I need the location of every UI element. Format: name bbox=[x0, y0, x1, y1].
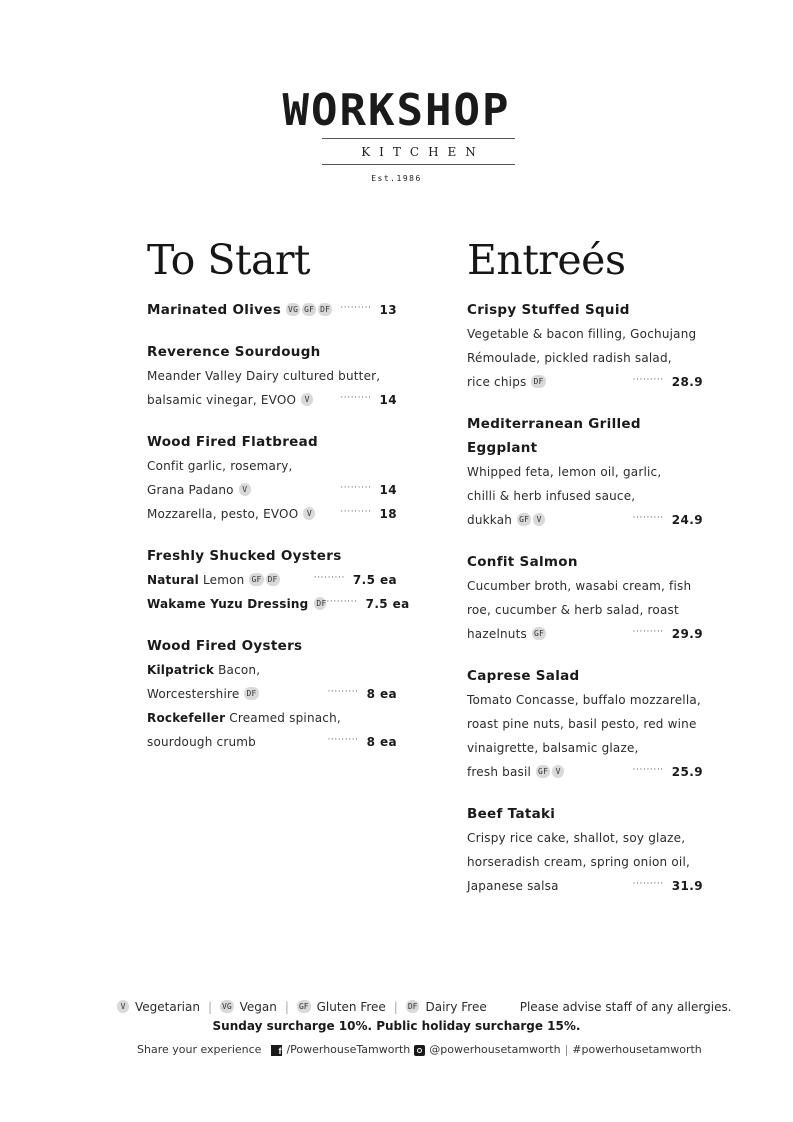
menu-item-beef-tataki bbox=[467, 802, 703, 898]
leader-dots: ········· bbox=[340, 303, 372, 313]
menu-item-name: Confit Salmon bbox=[467, 554, 578, 570]
menu-item-crispy-stuffed-squid bbox=[467, 298, 703, 394]
menu-item-line bbox=[147, 298, 397, 322]
social-separator: | bbox=[564, 1043, 569, 1056]
menu-item-option bbox=[147, 658, 397, 682]
dietary-badge-gf: GF bbox=[519, 514, 530, 524]
menu-item-description bbox=[467, 346, 703, 370]
menu-item-line bbox=[467, 760, 703, 784]
dietary-badge-df: DF bbox=[246, 688, 257, 698]
option-text: Lemon bbox=[202, 573, 245, 587]
facebook-handle[interactable]: /PowerhouseTamworth bbox=[286, 1043, 411, 1056]
menu-item-option bbox=[147, 730, 397, 754]
description-text: Tomato Concasse, buffalo mozzarella, bbox=[467, 693, 701, 707]
legend-badge-v: V bbox=[117, 1000, 129, 1013]
menu-item-name: Crispy Stuffed Squid bbox=[467, 302, 630, 318]
legend-badge-df: DF bbox=[407, 1001, 418, 1011]
option-text: Grana Padano bbox=[147, 483, 234, 497]
brand-logo: WORKSHOP bbox=[282, 85, 511, 136]
leader-dots: ········· bbox=[340, 483, 372, 493]
hashtag[interactable]: #powerhousetamworth bbox=[572, 1043, 702, 1056]
menu-item-description bbox=[467, 574, 703, 598]
menu-item-wood-fired-flatbread bbox=[147, 430, 397, 526]
dietary-badge-gf: GF bbox=[304, 304, 315, 314]
dietary-badge-df: DF bbox=[267, 574, 278, 584]
legend-badge-vg: VG bbox=[222, 1001, 232, 1011]
legend-badge-gf: GF bbox=[298, 1001, 309, 1011]
share-prompt: Share your experience bbox=[137, 1043, 262, 1056]
menu-item-name: Wood Fired Oysters bbox=[147, 638, 303, 654]
description-text: chilli & herb infused sauce, bbox=[467, 489, 636, 503]
menu-item-price: 24.9 bbox=[671, 513, 703, 527]
menu-item-name: Freshly Shucked Oysters bbox=[147, 548, 342, 564]
menu-item-price: 8 ea bbox=[366, 687, 397, 701]
menu-item-name: Wood Fired Flatbread bbox=[147, 434, 319, 450]
description-text: fresh basil bbox=[467, 765, 532, 779]
menu-item-option bbox=[147, 706, 397, 730]
leader-dots: ········· bbox=[632, 879, 664, 889]
dietary-badge-v: V bbox=[533, 513, 545, 526]
menu-item-line bbox=[467, 508, 703, 532]
menu-item-confit-salmon bbox=[467, 550, 703, 646]
description-text: dukkah bbox=[467, 513, 513, 527]
legend-label-gluten-free: Gluten Free bbox=[316, 1000, 386, 1014]
leader-dots: ········· bbox=[632, 513, 664, 523]
dietary-legend bbox=[117, 998, 732, 1016]
menu-item-line bbox=[467, 622, 703, 646]
menu-item-option bbox=[147, 478, 397, 502]
menu-item-price: 14 bbox=[379, 483, 397, 497]
dietary-badge-gf: GF bbox=[251, 574, 262, 584]
menu-item-name: Marinated Olives bbox=[147, 302, 282, 318]
dietary-badge-gf: GF bbox=[533, 628, 544, 638]
description-text: Meander Valley Dairy cultured butter, bbox=[147, 369, 381, 383]
description-text: vinaigrette, balsamic glaze, bbox=[467, 741, 639, 755]
menu-item-price: 31.9 bbox=[671, 879, 703, 893]
option-name: Natural bbox=[147, 573, 199, 587]
section-title-entrees: Entreés bbox=[467, 236, 626, 284]
leader-dots: ········· bbox=[632, 627, 664, 637]
description-text: roast pine nuts, basil pesto, red wine bbox=[467, 717, 697, 731]
menu-item-description bbox=[467, 712, 703, 736]
menu-item-freshly-shucked-oysters bbox=[147, 544, 410, 616]
description-text: roe, cucumber & herb salad, roast bbox=[467, 603, 679, 617]
menu-item-name: Mediterranean Grilled bbox=[467, 416, 641, 432]
menu-item-name: Reverence Sourdough bbox=[147, 344, 321, 360]
menu-item-name-continued: Eggplant bbox=[467, 440, 538, 456]
to-start-section bbox=[147, 234, 410, 772]
menu-item-marinated-olives bbox=[147, 298, 397, 322]
menu-item-price: 7.5 ea bbox=[365, 597, 410, 611]
description-text: balsamic vinegar, EVOO bbox=[147, 393, 297, 407]
brand-subtitle: KITCHEN bbox=[322, 138, 515, 165]
dietary-badge-v: V bbox=[552, 765, 564, 778]
menu-item-description bbox=[467, 322, 703, 346]
option-text: Creamed spinach, bbox=[229, 711, 341, 725]
menu-item-description bbox=[467, 736, 703, 760]
leader-dots: ········· bbox=[340, 507, 372, 517]
option-name: Kilpatrick bbox=[147, 663, 215, 677]
menu-item-price: 13 bbox=[379, 303, 397, 317]
restaurant-header bbox=[0, 85, 793, 183]
instagram-icon bbox=[414, 1045, 425, 1056]
section-title-to-start: To Start bbox=[147, 236, 310, 284]
menu-item-price: 8 ea bbox=[366, 735, 397, 749]
menu-item-line bbox=[467, 370, 703, 394]
leader-dots: ········· bbox=[327, 687, 359, 697]
menu-item-price: 25.9 bbox=[671, 765, 703, 779]
menu-item-mediterranean-grilled-eggplant bbox=[467, 412, 703, 532]
description-text: Whipped feta, lemon oil, garlic, bbox=[467, 465, 662, 479]
leader-dots: ········· bbox=[632, 765, 664, 775]
dietary-badge-df: DF bbox=[533, 376, 544, 386]
description-text: Crispy rice cake, shallot, soy glaze, bbox=[467, 831, 686, 845]
menu-item-description bbox=[467, 688, 703, 712]
entrees-section bbox=[467, 234, 703, 916]
leader-dots: ········· bbox=[632, 375, 664, 385]
menu-item-description bbox=[467, 598, 703, 622]
menu-item-caprese-salad bbox=[467, 664, 703, 784]
menu-item-price: 7.5 ea bbox=[352, 573, 397, 587]
menu-item-name: Caprese Salad bbox=[467, 668, 580, 684]
description-text: rice chips bbox=[467, 375, 527, 389]
dietary-badge-gf: GF bbox=[538, 766, 549, 776]
legend-label-vegan: Vegan bbox=[239, 1000, 277, 1014]
option-text: Mozzarella, pesto, EVOO bbox=[147, 507, 299, 521]
menu-item-description bbox=[467, 484, 703, 508]
description-text: Rémoulade, pickled radish salad, bbox=[467, 351, 672, 365]
leader-dots: ········· bbox=[327, 735, 359, 745]
menu-item-description bbox=[147, 454, 397, 478]
description-text: Japanese salsa bbox=[467, 879, 559, 893]
dietary-badge-v: V bbox=[239, 483, 251, 496]
dietary-badge-df: DF bbox=[316, 598, 327, 608]
menu-item-description bbox=[467, 850, 703, 874]
surcharge-note: Sunday surcharge 10%. Public holiday surcharge 15%. bbox=[212, 1019, 581, 1033]
dietary-badge-v: V bbox=[301, 393, 313, 406]
legend-label-dairy-free: Dairy Free bbox=[425, 1000, 487, 1014]
menu-item-line bbox=[147, 388, 397, 412]
menu-item-option bbox=[147, 568, 397, 592]
legend-separator: | bbox=[393, 1000, 398, 1014]
social-links bbox=[137, 1042, 702, 1058]
menu-item-price: 29.9 bbox=[671, 627, 703, 641]
option-text: Bacon, bbox=[218, 663, 261, 677]
description-text: horseradish cream, spring onion oil, bbox=[467, 855, 690, 869]
menu-item-wood-fired-oysters bbox=[147, 634, 397, 754]
menu-item-price: 28.9 bbox=[671, 375, 703, 389]
menu-item-option bbox=[147, 682, 397, 706]
menu-item-price: 14 bbox=[379, 393, 397, 407]
instagram-handle[interactable]: @powerhousetamworth bbox=[429, 1043, 561, 1056]
option-text: Worcestershire bbox=[147, 687, 240, 701]
option-name: Wakame Yuzu Dressing bbox=[147, 597, 309, 611]
menu-item-reverence-sourdough bbox=[147, 340, 397, 412]
menu-item-description bbox=[467, 460, 703, 484]
menu-item-line bbox=[467, 874, 703, 898]
option-name: Rockefeller bbox=[147, 711, 226, 725]
menu-item-name: Beef Tataki bbox=[467, 806, 556, 822]
description-text: Vegetable & bacon filling, Gochujang bbox=[467, 327, 697, 341]
legend-separator: | bbox=[284, 1000, 289, 1014]
dietary-badge-df: DF bbox=[320, 304, 331, 314]
menu-item-price: 18 bbox=[379, 507, 397, 521]
dietary-badge-v: V bbox=[303, 507, 315, 520]
established-year: Est.1986 bbox=[371, 174, 422, 183]
menu-item-option bbox=[147, 592, 410, 616]
menu-item-description bbox=[147, 364, 397, 388]
option-text: sourdough crumb bbox=[147, 735, 256, 749]
description-text: Cucumber broth, wasabi cream, fish bbox=[467, 579, 692, 593]
menu-item-description bbox=[467, 826, 703, 850]
legend-separator: | bbox=[207, 1000, 212, 1014]
description-text: Confit garlic, rosemary, bbox=[147, 459, 293, 473]
allergy-note: Please advise staff of any allergies. bbox=[519, 1000, 732, 1014]
legend-label-vegetarian: Vegetarian bbox=[135, 1000, 200, 1014]
leader-dots: ········· bbox=[326, 597, 358, 607]
leader-dots: ········· bbox=[313, 573, 345, 583]
facebook-icon: f bbox=[271, 1045, 282, 1056]
description-text: hazelnuts bbox=[467, 627, 527, 641]
dietary-badge-vg: VG bbox=[288, 304, 299, 314]
leader-dots: ········· bbox=[340, 393, 372, 403]
menu-item-option bbox=[147, 502, 397, 526]
